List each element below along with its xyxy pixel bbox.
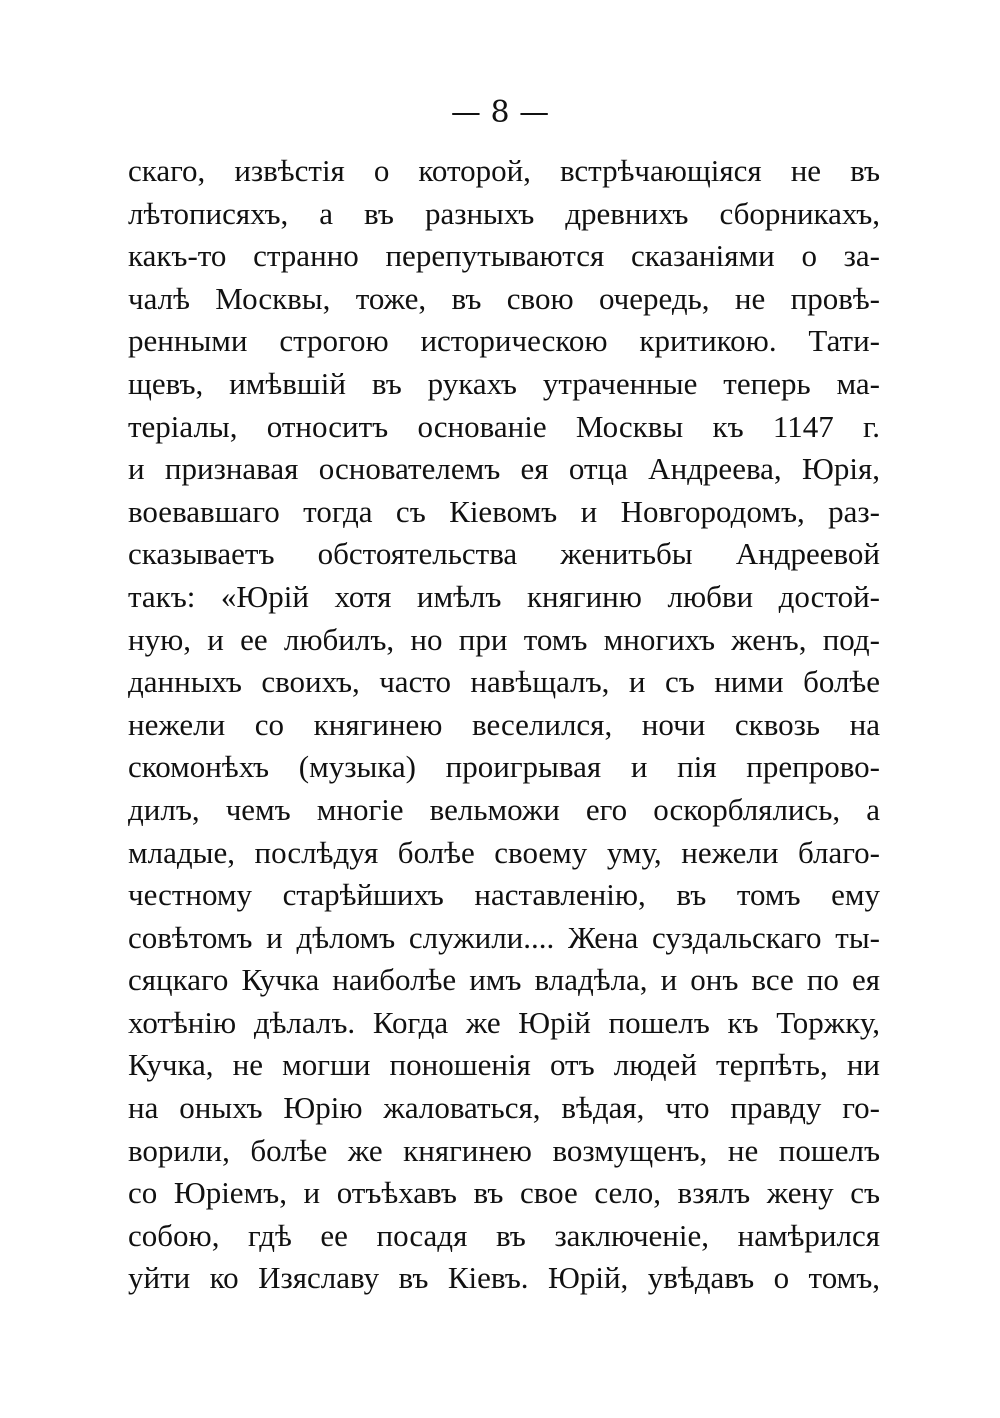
text-line: сказываетъ обстоятельства женитьбы Андреевой — [128, 536, 880, 572]
text-line: Кучка, не могши поношенія отъ людей терпѣть, ни — [128, 1047, 880, 1083]
text-line: со Юріемъ, и отъѣхавъ въ свое село, взялъ жену съ — [128, 1175, 880, 1211]
text-line: ренными строгою историческою критикою. Тати- — [128, 323, 880, 359]
text-line: скаго, извѣстія о которой, встрѣчающіяся не въ — [128, 153, 880, 188]
text-line: собою, гдѣ ее посадя въ заключеніе, намѣрился — [128, 1217, 880, 1253]
text-line: ную, и ее любилъ, но при томъ многихъ женъ, под- — [128, 621, 880, 657]
text-line: хотѣнію дѣлалъ. Когда же Юрій пошелъ къ Торжку, — [128, 1004, 880, 1040]
text-line: скомонѣхъ (музыка) проигрывая и пія препрово- — [128, 749, 880, 785]
text-line: на оныхъ Юрію жаловаться, вѣдая, что правду го- — [128, 1090, 880, 1126]
text-line: и признавая основателемъ ея отца Андреева, Юрія, — [128, 451, 880, 487]
text-line: лѣтописяхъ, а въ разныхъ древнихъ сборникахъ, — [128, 195, 880, 231]
text-line: ворили, болѣе же княгинею возмущенъ, не пошелъ — [128, 1132, 880, 1168]
text-line: нежели со княгинею веселился, ночи сквозь на — [128, 706, 880, 742]
text-line: такъ: «Юрій хотя имѣлъ княгиню любви достой- — [128, 578, 880, 614]
text-line: воевавшаго тогда съ Кіевомъ и Новгородомъ, раз- — [128, 493, 880, 529]
text-line: уйти ко Изяславу въ Кіевъ. Юрій, увѣдавъ о томъ, — [128, 1260, 880, 1296]
text-line: дилъ, чемъ многіе вельможи его оскорблялись, а — [128, 791, 880, 827]
body-text — [128, 150, 880, 1300]
text-line: младые, послѣдуя болѣе своему уму, нежели благо- — [128, 834, 880, 870]
text-line: данныхъ своихъ, часто навѣщалъ, и съ ними болѣе — [128, 664, 880, 700]
text-line: теріалы, относитъ основаніе Москвы къ 1147 г. — [128, 408, 880, 444]
text-line: чалѣ Москвы, тоже, въ свою очередь, не провѣ- — [128, 280, 880, 316]
text-line: честному старѣйшихъ наставленію, въ томъ ему — [128, 877, 880, 913]
text-line: сяцкаго Кучка наиболѣе имъ владѣла, и онъ все по ея — [128, 962, 880, 998]
text-line: совѣтомъ и дѣломъ служили.... Жена суздальскаго ты- — [128, 919, 880, 955]
page-number: — 8 — — [450, 95, 550, 130]
text-line: щевъ, имѣвшій въ рукахъ утраченные теперь ма- — [128, 365, 880, 401]
text-line: какъ-то странно перепутываются сказаніями о за- — [128, 238, 880, 274]
